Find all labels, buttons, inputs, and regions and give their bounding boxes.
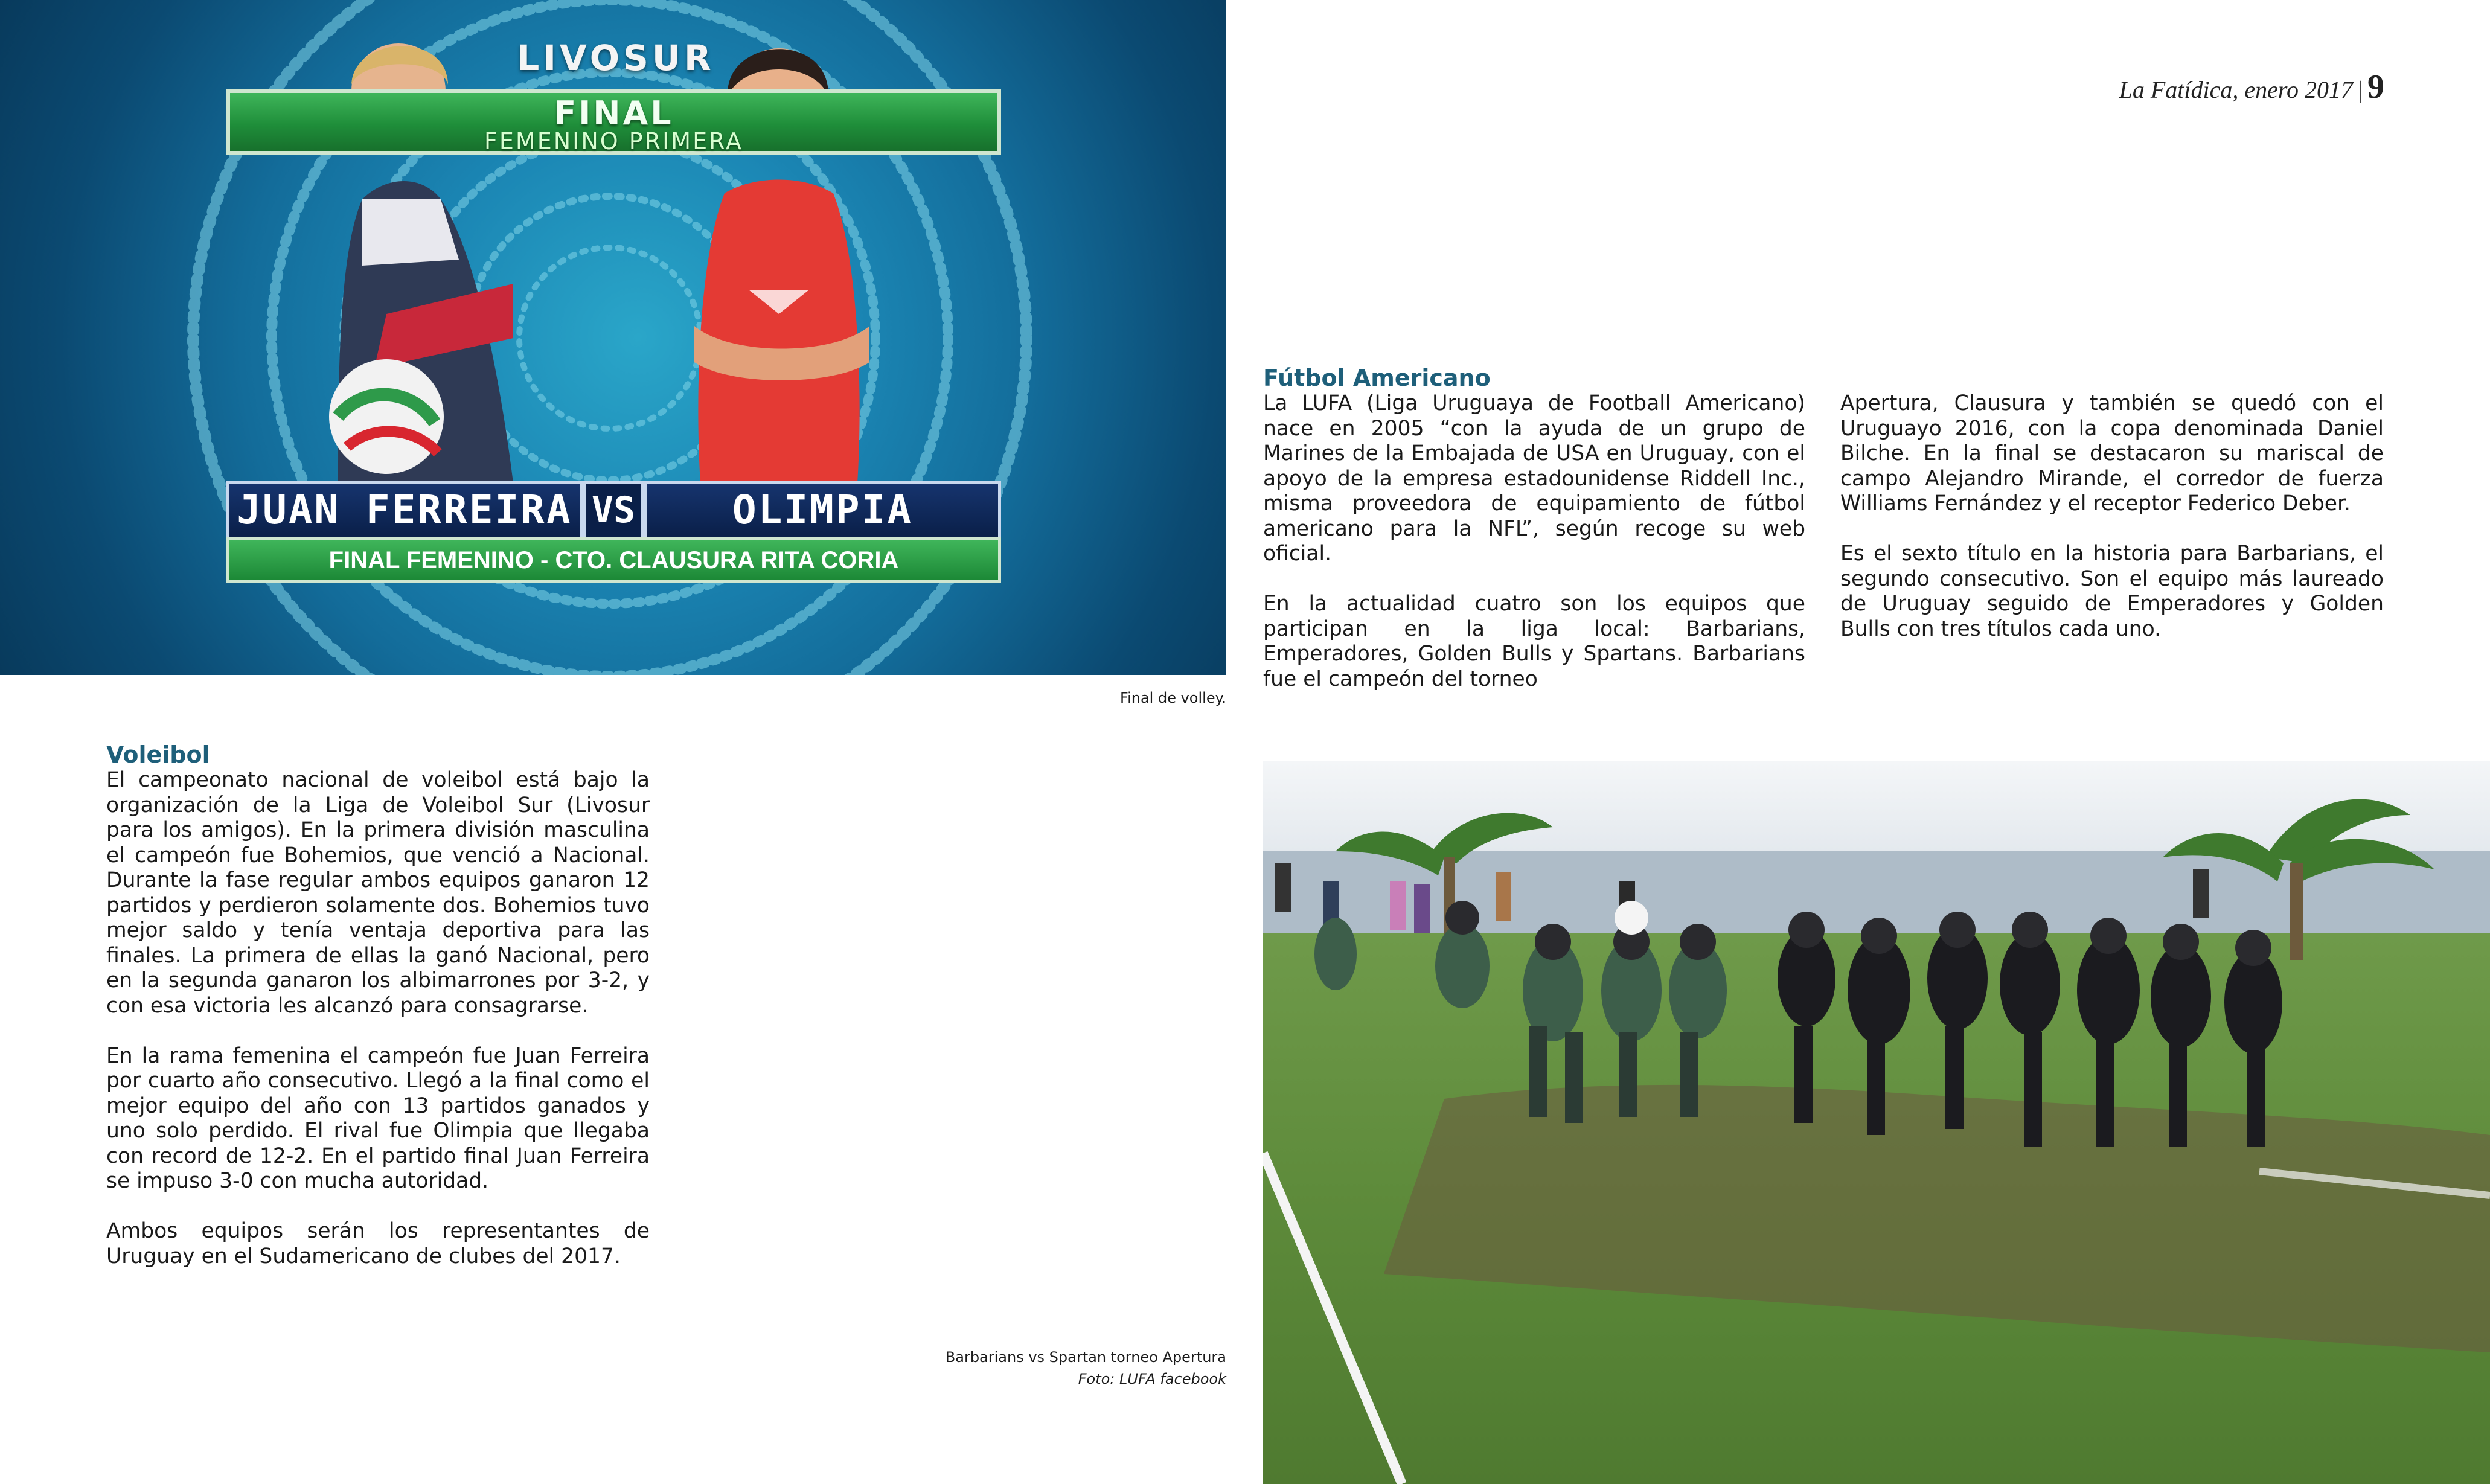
matchup-bar: [226, 481, 1001, 541]
futbol-paragraph: Es el sexto título en la historia para Barbarians, el segundo consecutivo. Son el equipo más laureado de Uruguay seguido de Emperadores y Golden Bulls con tres títulos cada uno.: [1840, 542, 2384, 641]
football-caption-text: Barbarians vs Spartan torneo Apertura: [945, 1349, 1226, 1366]
team-right-name: OLIMPIA: [644, 481, 1001, 541]
volley-photo-caption: Final de volley.: [1120, 689, 1226, 706]
futbol-heading: Fútbol Americano: [1263, 365, 1491, 391]
header-separator: |: [2357, 76, 2363, 103]
final-subtitle: FEMENINO PRIMERA: [484, 128, 743, 155]
football-photo-credit: Foto: LUFA facebook: [1078, 1370, 1226, 1387]
futbol-column-2: [1840, 391, 2384, 667]
football-scene-art: [1263, 761, 2490, 1484]
voleibol-paragraph: El campeonato nacional de voleibol está bajo la organización de la Liga de Voleibol Sur (Livosur para los amigos). En la primera división masculina el campeón fue Bohemios, que venció a Nacional. Durante la fase regular ambos equipos ganaron 12 partidos y perdieron solamente dos. Bohemios tuvo mejor saldo y tenía ventaja deportiva para las finales. La primera de ellas la ganó Nacional, pero en la segunda ganaron los albimarrones por 3-2, y con esa victoria les alcanzó para consagrarse.: [106, 768, 650, 1018]
publication-title: La Fatídica, enero 2017: [2119, 76, 2353, 103]
voleibol-article: [106, 768, 650, 1294]
team-left-name: JUAN FERREIRA: [226, 481, 583, 541]
page-header: [2119, 68, 2384, 106]
voleibol-paragraph: Ambos equipos serán los representantes de Uruguay en el Sudamericano de clubes del 2017.: [106, 1219, 650, 1268]
vs-label: VS: [583, 481, 644, 541]
football-game-photo: [1263, 761, 2490, 1484]
futbol-paragraph: Apertura, Clausura y también se quedó con el Uruguayo 2016, con la copa denominada Daniel Bilche. En la final se destacaron su mariscal de campo Alejandro Mirande, el corredor de fuerza Williams Fernández y el receptor Federico Deber.: [1840, 391, 2384, 516]
final-title: FINAL: [554, 94, 674, 132]
futbol-paragraph: En la actualidad cuatro son los equipos que participan en la liga local: Barbarians, Emperadores, Golden Bulls y Spartans. Barbarians fue el campeón del torneo: [1263, 592, 1805, 691]
voleibol-heading: Voleibol: [106, 741, 210, 768]
football-photo-caption: [946, 1349, 1226, 1387]
volley-final-photo: [0, 0, 1226, 675]
final-banner: [226, 89, 1001, 155]
final-footer-banner: FINAL FEMENINO - CTO. CLAUSURA RITA CORIA: [226, 537, 1001, 583]
futbol-column-1: [1263, 391, 1805, 717]
futbol-paragraph: La LUFA (Liga Uruguaya de Football Americano) nace en 2005 “con la ayuda de un grupo de Marines de la Embajada de USA en Uruguay, con el apoyo de la empresa estadounidense Riddell Inc., misma proveedora de equipamiento de fútbol americano para la NFL”, según recoge su web oficial.: [1263, 391, 1805, 566]
page-number: 9: [2367, 68, 2384, 106]
voleibol-paragraph: En la rama femenina el campeón fue Juan Ferreira por cuarto año consecutivo. Llegó a la final como el mejor equipo del año con 13 partidos ganados y uno solo perdido. El rival fue Olimpia que llegaba con record de 12-2. En el partido final Juan Ferreira se impuso 3-0 con mucha autoridad.: [106, 1043, 650, 1193]
livosur-logo: LIVOSUR: [517, 37, 715, 78]
